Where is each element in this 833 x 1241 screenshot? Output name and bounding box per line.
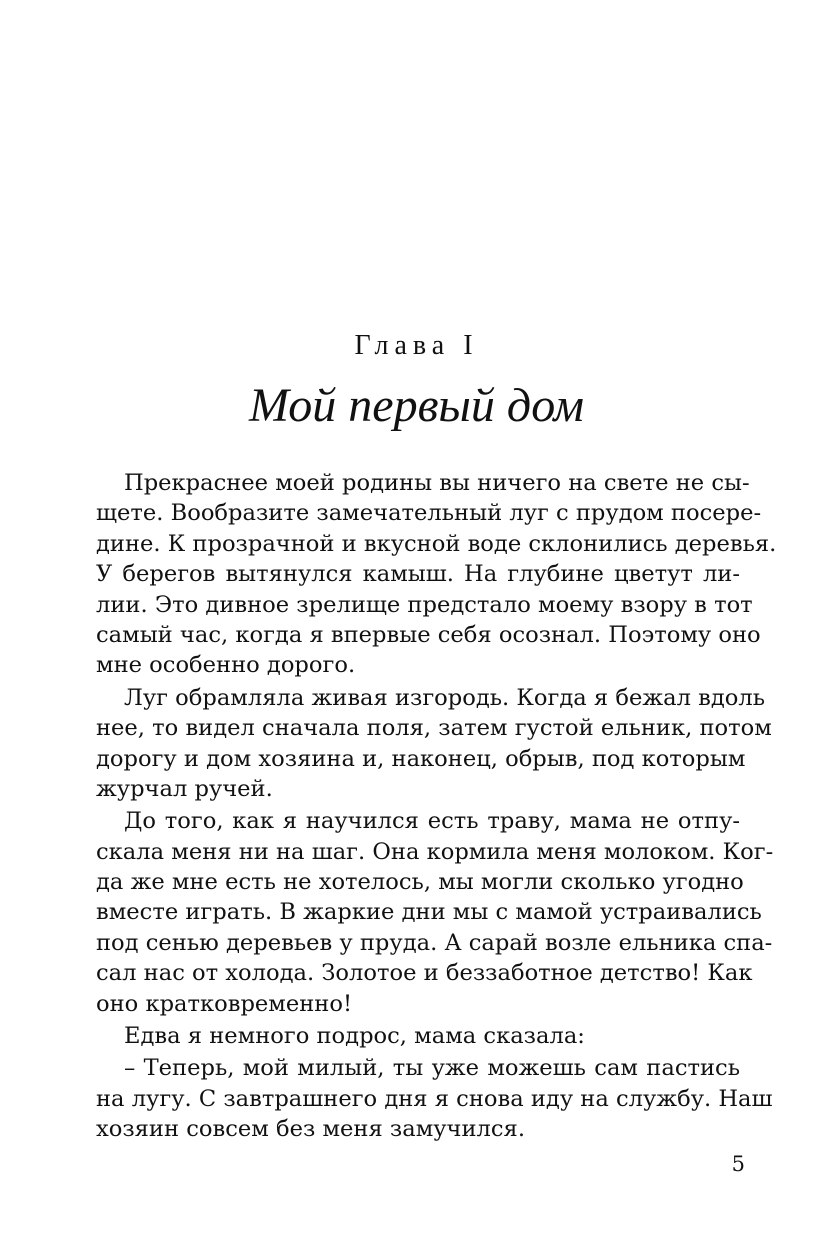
- text-line: нее, то видел сначала поля, затем густой ельник, потом: [96, 715, 772, 742]
- paragraph-2: [96, 683, 772, 805]
- paragraph-1: [96, 468, 777, 681]
- page-number: 5: [731, 1152, 745, 1176]
- paragraph-3: [96, 806, 774, 1019]
- text-line: У берегов вытянулся камыш. На глубине цветут ли-: [96, 561, 740, 588]
- text-line: вместе играть. В жаркие дни мы с мамой устраивались: [96, 899, 762, 926]
- text-line: мне особенно дорого.: [96, 652, 356, 679]
- text-line: Едва я немного подрос, мама сказала:: [124, 1023, 585, 1050]
- text-line: дорогу и дом хозяина и, наконец, обрыв, под которым: [96, 745, 746, 772]
- text-line: – Теперь, мой милый, ты уже можешь сам пастись: [124, 1055, 740, 1082]
- text-line: журчал ручей.: [96, 775, 273, 802]
- text-line: под сенью деревьев у пруда. А сарай возле ельника спа-: [96, 929, 773, 956]
- text-line: хозяин совсем без меня замучился.: [96, 1116, 525, 1143]
- text-line: До того, как я научился есть траву, мама не отпу-: [124, 808, 740, 835]
- text-line: дине. К прозрачной и вкусной воде склонились деревья.: [96, 530, 777, 557]
- text-line: Луг обрамляла живая изгородь. Когда я бежал вдоль: [124, 684, 765, 711]
- text-line: Прекраснее моей родины вы ничего на свете не сы-: [124, 470, 750, 496]
- text-line: оно кратковременно!: [96, 990, 353, 1017]
- text-line: лии. Это дивное зрелище предстало моему взору в тот: [96, 591, 753, 618]
- text-line: щете. Вообразите замечательный луг с прудом посере-: [96, 500, 762, 527]
- body-text: [96, 468, 777, 1145]
- paragraph-4: [96, 1021, 740, 1051]
- text-line: сал нас от холода. Золотое и беззаботное детство! Как: [96, 960, 753, 987]
- chapter-label: Глава I: [354, 330, 479, 361]
- paragraph-5: [96, 1053, 773, 1144]
- chapter-title: Мой первый дом: [248, 379, 585, 432]
- text-line: да же мне есть не хотелось, мы могли сколько угодно: [96, 869, 744, 896]
- text-line: самый час, когда я впервые себя осознал. Поэтому оно: [96, 621, 761, 648]
- text-line: на лугу. С завтрашнего дня я снова иду на службу. Наш: [96, 1085, 773, 1112]
- text-line: скала меня ни на шаг. Она кормила меня молоком. Ког-: [96, 838, 774, 865]
